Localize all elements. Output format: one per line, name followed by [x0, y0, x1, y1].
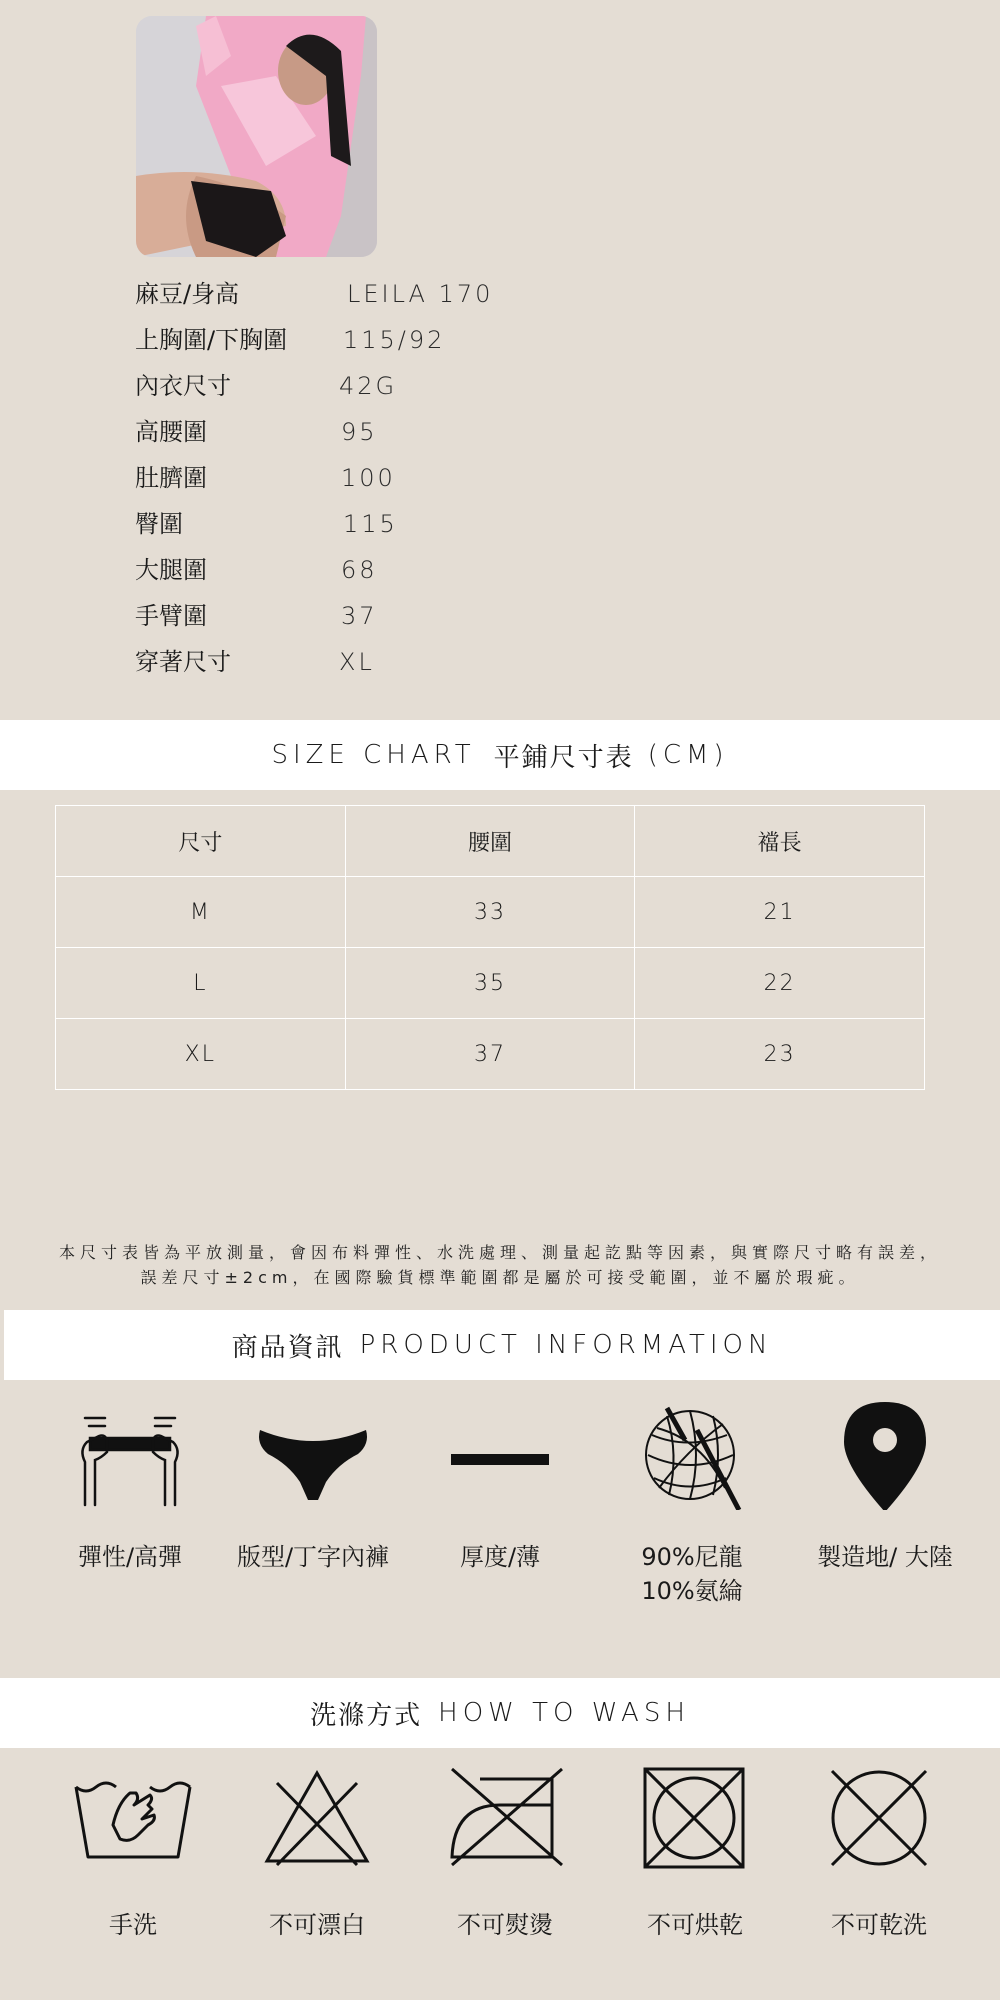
yarn-ball-icon	[627, 1400, 757, 1510]
model-row	[135, 276, 635, 322]
table-cell: 37	[345, 1019, 635, 1090]
model-row	[135, 598, 635, 644]
product-info-label: 製造地/ 大陸	[817, 1543, 953, 1571]
table-row	[56, 877, 925, 948]
measure-label: 臀圍	[135, 510, 183, 538]
model-photo	[136, 16, 377, 257]
table-cell: 22	[635, 948, 925, 1019]
product-info-label: 90%尼龍	[641, 1543, 743, 1571]
measure-value: 115/92	[343, 326, 446, 354]
product-info-label: 厚度/薄	[459, 1543, 541, 1571]
measure-value: XL	[339, 648, 375, 676]
size-chart-title-zh: 平鋪尺寸表	[493, 742, 634, 773]
wash-item	[222, 1765, 412, 1942]
measure-label: 肚臍圍	[135, 464, 207, 492]
no-iron-icon	[440, 1765, 570, 1870]
measure-label: 穿著尺寸	[135, 648, 231, 676]
product-info-label: 彈性/高彈	[77, 1543, 183, 1571]
model-row	[135, 506, 635, 552]
no-tumble-dry-icon	[630, 1765, 760, 1870]
size-table-header: 襠長	[635, 806, 925, 877]
product-info-item	[597, 1400, 787, 1608]
model-row	[135, 414, 635, 460]
product-info-title-en: PRODUCT INFORMATION	[359, 1330, 773, 1360]
measure-value: 68	[341, 556, 378, 584]
measure-value: 100	[341, 464, 396, 492]
wash-item	[784, 1765, 974, 1942]
location-pin-icon	[820, 1400, 950, 1510]
measure-label: 麻豆/身高	[135, 280, 240, 308]
measure-label: 高腰圍	[135, 418, 207, 446]
product-info-label: 10%氨綸	[641, 1577, 743, 1605]
size-table-header: 尺寸	[56, 806, 346, 877]
table-cell: M	[56, 877, 346, 948]
size-note-line: 本尺寸表皆為平放測量，會因布料彈性、水洗處理、測量起訖點等因素，與實際尺寸略有誤差，	[58, 1243, 941, 1262]
measure-value: 37	[341, 602, 378, 630]
wash-title-zh: 洗滌方式	[310, 1700, 423, 1731]
measure-value: LEILA 170	[347, 280, 494, 308]
model-row	[135, 460, 635, 506]
thong-icon	[248, 1400, 378, 1510]
wash-item	[600, 1765, 790, 1942]
measure-label: 上胸圍/下胸圍	[135, 326, 288, 354]
size-chart-header	[0, 720, 1000, 790]
hand-wash-icon	[68, 1765, 198, 1870]
size-table-header-row	[56, 806, 925, 877]
product-info-title-zh: 商品資訊	[231, 1332, 344, 1363]
measure-label: 內衣尺寸	[135, 372, 231, 400]
wash-item	[38, 1765, 228, 1942]
product-info-header	[4, 1310, 1000, 1380]
size-chart-title-en: SIZE CHART	[271, 740, 476, 770]
wash-title-en: HOW TO WASH	[438, 1698, 690, 1728]
size-table-header: 腰圍	[345, 806, 635, 877]
measure-value: 95	[341, 418, 378, 446]
product-info-item	[35, 1400, 225, 1574]
product-info-item	[218, 1400, 408, 1574]
product-info-label: 版型/丁字內褲	[236, 1543, 390, 1571]
table-row	[56, 948, 925, 1019]
table-cell: XL	[56, 1019, 346, 1090]
model-photo-illustration	[136, 16, 377, 257]
thickness-line-icon	[435, 1400, 565, 1510]
wash-label: 不可乾洗	[831, 1911, 927, 1939]
wash-item	[410, 1765, 600, 1942]
table-row	[56, 1019, 925, 1090]
size-table	[55, 805, 925, 1090]
wash-label: 不可烘乾	[647, 1911, 743, 1939]
measure-label: 大腿圍	[135, 556, 207, 584]
no-bleach-icon	[252, 1765, 382, 1870]
table-cell: L	[56, 948, 346, 1019]
model-row	[135, 368, 635, 414]
size-note-line: 誤差尺寸±2cm，在國際驗貨標準範圍都是屬於可接受範圍，並不屬於瑕疵。	[140, 1268, 860, 1287]
table-cell: 23	[635, 1019, 925, 1090]
wash-label: 手洗	[109, 1911, 157, 1939]
model-row	[135, 644, 635, 690]
wash-header	[0, 1678, 1000, 1748]
stretch-icon	[65, 1400, 195, 1510]
measure-label: 手臂圍	[135, 602, 207, 630]
model-row	[135, 322, 635, 368]
product-info-item	[405, 1400, 595, 1574]
size-chart-unit: (CM)	[647, 740, 729, 770]
table-cell: 35	[345, 948, 635, 1019]
wash-label: 不可漂白	[269, 1911, 365, 1939]
product-info-item	[790, 1400, 980, 1574]
model-row	[135, 552, 635, 598]
measure-value: 115	[343, 510, 398, 538]
wash-label: 不可熨燙	[457, 1911, 553, 1939]
measure-value: 42G	[339, 372, 398, 400]
table-cell: 33	[345, 877, 635, 948]
no-dry-clean-icon	[814, 1765, 944, 1870]
size-note	[20, 1240, 980, 1290]
table-cell: 21	[635, 877, 925, 948]
model-measurements	[135, 276, 635, 690]
